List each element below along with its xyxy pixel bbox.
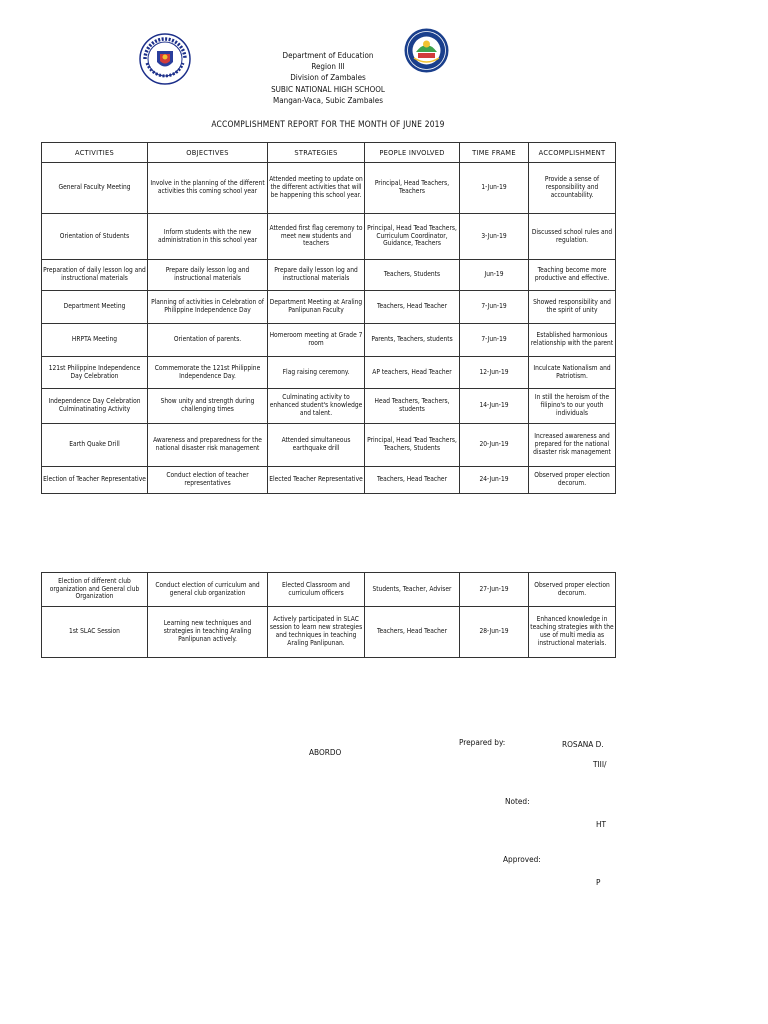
cell-strategy: Homeroom meeting at Grade 7 room [268, 324, 365, 357]
region-name: Region III [311, 62, 345, 72]
cell-strategy: Attended first flag ceremony to meet new students and teachers [268, 214, 365, 260]
cell-accomplishment: Established harmonious relationship with the parent [529, 324, 616, 357]
cell-activity: Earth Quake Drill [42, 424, 148, 467]
cell-strategy: Actively participated in SLAC session to learn new strategies and techniques in teaching Araling Panlipunan. [268, 607, 365, 658]
division-name: Division of Zambales [290, 73, 366, 83]
cell-people: Teachers, Head Teacher [365, 607, 460, 658]
cell-activity: General Faculty Meeting [42, 163, 148, 214]
table-row [42, 291, 616, 324]
table-row [42, 357, 616, 389]
cell-activity: Election of Teacher Representative [42, 467, 148, 494]
table-row [42, 607, 616, 658]
table-row [42, 424, 616, 467]
cell-activity: Preparation of daily lesson log and instructional materials [42, 260, 148, 291]
accomplishment-table-continued [41, 572, 616, 658]
cell-objective: Awareness and preparedness for the national disaster risk management [148, 424, 268, 467]
approved-by-label: Approved: [503, 854, 541, 864]
cell-accomplishment: Enhanced knowledge in teaching strategies with the use of multi media as instructional materials. [529, 607, 616, 658]
header-accomplishment: ACCOMPLISHMENT [529, 143, 616, 163]
cell-accomplishment: Discussed school rules and regulation. [529, 214, 616, 260]
prepared-by-label: Prepared by: [459, 737, 506, 747]
cell-time-frame: 28-Jun-19 [460, 607, 529, 658]
cell-objective: Inform students with the new administration in this school year [148, 214, 268, 260]
cell-people: Principal, Head Tead Teachers, Teachers, Students [365, 424, 460, 467]
cell-objective: Orientation of parents. [148, 324, 268, 357]
table-header-row [42, 143, 616, 163]
cell-time-frame: 20-Jun-19 [460, 424, 529, 467]
table-row [42, 163, 616, 214]
cell-people: Principal, Head Tead Teachers, Curriculum Coordinator, Guidance, Teachers [365, 214, 460, 260]
header-objectives: OBJECTIVES [148, 143, 268, 163]
cell-accomplishment: Observed proper election decorum. [529, 467, 616, 494]
table-row [42, 260, 616, 291]
cell-objective: Prepare daily lesson log and instructional materials [148, 260, 268, 291]
cell-strategy: Elected Classroom and curriculum officers [268, 573, 365, 607]
document-header [200, 50, 456, 106]
header-time-frame: TIME FRAME [460, 143, 529, 163]
cell-strategy: Elected Teacher Representative [268, 467, 365, 494]
cell-accomplishment: Provide a sense of responsibility and accountability. [529, 163, 616, 214]
cell-activity: 1st SLAC Session [42, 607, 148, 658]
school-address: Mangan-Vaca, Subic Zambales [273, 95, 383, 105]
approved-position: P [596, 877, 601, 887]
cell-people: Teachers, Students [365, 260, 460, 291]
cell-people: Students, Teacher, Adviser [365, 573, 460, 607]
cell-activity: Orientation of Students [42, 214, 148, 260]
cell-accomplishment: Observed proper election decorum. [529, 573, 616, 607]
cell-strategy: Flag raising ceremony. [268, 357, 365, 389]
cell-strategy: Department Meeting at Araling Panlipunan Faculty [268, 291, 365, 324]
header-activities: ACTIVITIES [42, 143, 148, 163]
cell-strategy: Attended meeting to update on the different activities that will be happening this school year. [268, 163, 365, 214]
preparer-name-last: ABORDO [309, 747, 342, 757]
noted-position: HT [596, 819, 607, 829]
cell-strategy: Attended simultaneous earthquake drill [268, 424, 365, 467]
accomplishment-table [41, 142, 616, 494]
table-row [42, 214, 616, 260]
cell-activity: Election of different club organization and General club Organization [42, 573, 148, 607]
cell-objective: Conduct election of curriculum and general club organization [148, 573, 268, 607]
cell-time-frame: 14-Jun-19 [460, 389, 529, 424]
cell-time-frame: 24-Jun-19 [460, 467, 529, 494]
cell-people: Teachers, Head Teacher [365, 467, 460, 494]
cell-activity: Independence Day Celebration Culminatinating Activity [42, 389, 148, 424]
school-name: SUBIC NATIONAL HIGH SCHOOL [271, 84, 385, 94]
cell-objective: Conduct election of teacher representatives [148, 467, 268, 494]
table-row [42, 389, 616, 424]
cell-objective: Involve in the planning of the different activities this coming school year [148, 163, 268, 214]
header-people-involved: PEOPLE INVOLVED [365, 143, 460, 163]
cell-time-frame: 3-Jun-19 [460, 214, 529, 260]
cell-accomplishment: In still the heroism of the filipino's to our youth individuals [529, 389, 616, 424]
preparer-position: TIII/ [593, 759, 607, 769]
cell-people: Principal, Head Teachers, Teachers [365, 163, 460, 214]
cell-time-frame: 7-Jun-19 [460, 324, 529, 357]
cell-accomplishment: Inculcate Nationalism and Patriotism. [529, 357, 616, 389]
table-row [42, 573, 616, 607]
cell-people: Head Teachers, Teachers, students [365, 389, 460, 424]
noted-by-label: Noted: [505, 796, 530, 806]
header-strategies: STRATEGIES [268, 143, 365, 163]
cell-time-frame: 7-Jun-19 [460, 291, 529, 324]
table-row [42, 467, 616, 494]
report-title: ACCOMPLISHMENT REPORT FOR THE MONTH OF JUNE 2019 [211, 119, 445, 129]
cell-accomplishment: Teaching become more productive and effective. [529, 260, 616, 291]
cell-activity: 121st Philippine Independence Day Celebration [42, 357, 148, 389]
table-row [42, 324, 616, 357]
cell-people: AP teachers, Head Teacher [365, 357, 460, 389]
preparer-name-first: ROSANA D. [562, 739, 604, 749]
cell-objective: Show unity and strength during challenging times [148, 389, 268, 424]
cell-objective: Planning of activities in Celebration of Philippine Independence Day [148, 291, 268, 324]
cell-people: Teachers, Head Teacher [365, 291, 460, 324]
cell-strategy: Prepare daily lesson log and instructional materials [268, 260, 365, 291]
cell-time-frame: 27-Jun-19 [460, 573, 529, 607]
cell-people: Parents, Teachers, students [365, 324, 460, 357]
department-name: Department of Education [282, 51, 374, 60]
cell-accomplishment: Increased awareness and prepared for the national disaster risk management [529, 424, 616, 467]
cell-objective: Commemorate the 121st Philippine Independence Day. [148, 357, 268, 389]
deped-seal-logo [139, 33, 191, 85]
cell-time-frame: Jun-19 [460, 260, 529, 291]
cell-activity: Department Meeting [42, 291, 148, 324]
cell-objective: Learning new techniques and strategies in teaching Araling Panlipunan actively. [148, 607, 268, 658]
cell-accomplishment: Showed responsibility and the spirit of unity [529, 291, 616, 324]
cell-strategy: Culminating activity to enhanced student's knowledge and talent. [268, 389, 365, 424]
cell-time-frame: 12-Jun-19 [460, 357, 529, 389]
cell-activity: HRPTA Meeting [42, 324, 148, 357]
cell-time-frame: 1-Jun-19 [460, 163, 529, 214]
